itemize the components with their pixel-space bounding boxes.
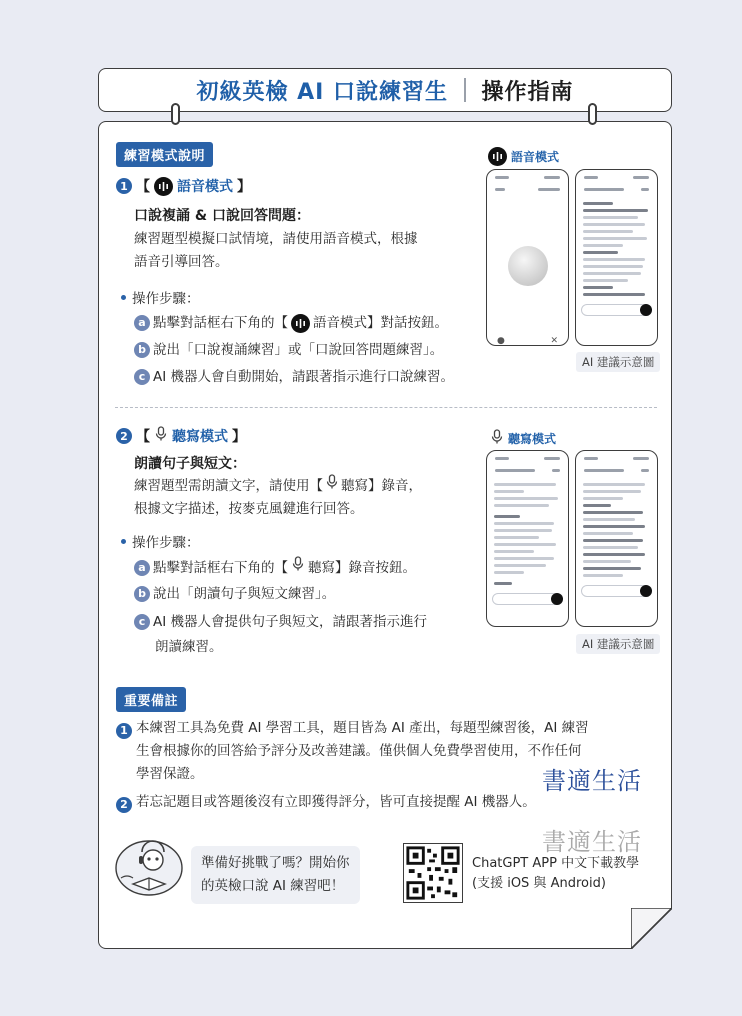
step-text: 說出「口說複誦練習」或「口說回答問題練習」。 bbox=[153, 342, 444, 358]
voice-preview-caption: AI 建議示意圖 bbox=[576, 352, 660, 372]
modes-section-tag: 練習模式說明 bbox=[116, 142, 213, 167]
qr-code-icon bbox=[403, 843, 463, 903]
status-bar bbox=[584, 176, 649, 182]
encouragement-bubble bbox=[191, 846, 360, 904]
dictation-mode-heading bbox=[116, 426, 246, 446]
microphone-icon bbox=[490, 429, 504, 448]
step-letter-badge: c bbox=[134, 369, 150, 385]
step-text: 】對話按鈕。 bbox=[367, 315, 448, 331]
dictation-mode-label: 聽寫模式 bbox=[172, 429, 228, 445]
download-line: ChatGPT APP 中文下載教學 bbox=[472, 856, 640, 871]
voice-mode-icon bbox=[154, 177, 173, 196]
send-icon bbox=[551, 593, 563, 605]
bracket-close: 】 bbox=[232, 429, 246, 445]
bracket-open: 【 bbox=[136, 179, 150, 195]
note-line: 學習保證。 bbox=[136, 766, 204, 782]
description-text: 練習題型需朗讀文字，請使用【 bbox=[134, 477, 323, 494]
voice-subheading: 口說複誦 & 口說回答問題： bbox=[134, 208, 310, 224]
dictation-description bbox=[134, 474, 479, 521]
send-icon bbox=[640, 304, 652, 316]
close-icon: ✕ bbox=[550, 336, 558, 346]
bubble-line: 準備好挑戰了嗎？開始你 bbox=[201, 855, 350, 871]
app-bar bbox=[495, 188, 560, 194]
page-subtitle: 操作指南 bbox=[481, 79, 574, 105]
dictation-phone-mockup-2 bbox=[575, 450, 658, 627]
voice-preview-title-text: 語音模式 bbox=[511, 150, 560, 164]
note-line: 生會根據你的回答給予評分及改善建議。僅供個人免費學習使用，不作任何 bbox=[136, 743, 582, 759]
binder-ring-right bbox=[588, 103, 597, 125]
message-input-mock bbox=[581, 585, 652, 597]
bracket-open: 【 bbox=[136, 429, 150, 445]
number-badge: 1 bbox=[116, 723, 132, 739]
step-text: 點擊對話框右下角的【 bbox=[153, 559, 288, 576]
voice-mode-label: 語音模式 bbox=[177, 179, 233, 195]
microphone-icon bbox=[291, 556, 305, 579]
step-letter-badge: b bbox=[134, 586, 150, 602]
number-badge: 2 bbox=[116, 797, 132, 813]
number-badge: 2 bbox=[116, 428, 132, 444]
mic-icon: ● bbox=[497, 336, 505, 346]
voice-step-c bbox=[134, 366, 454, 388]
voice-description-line: 語音引導回答。 bbox=[134, 254, 229, 270]
download-guide-text bbox=[472, 854, 639, 894]
voice-step-a bbox=[134, 312, 448, 334]
voice-steps-heading-text: 操作步驟： bbox=[132, 291, 200, 307]
robot-mascot-icon bbox=[113, 838, 187, 902]
dictation-step-b bbox=[134, 583, 335, 605]
voice-mode-icon bbox=[488, 147, 507, 166]
voice-description-line: 練習題型模擬口試情境，請使用語音模式，根據 bbox=[134, 231, 418, 247]
dictation-steps-heading bbox=[121, 531, 200, 551]
voice-phone-mockup-1 bbox=[486, 169, 569, 346]
number-badge: 1 bbox=[116, 178, 132, 194]
microphone-icon bbox=[154, 426, 168, 446]
dictation-preview-title bbox=[490, 429, 556, 448]
bubble-line: 的英檢口說 AI 練習吧！ bbox=[201, 878, 345, 894]
note-line bbox=[116, 717, 666, 740]
watermark: 書適生活 bbox=[542, 828, 642, 856]
step-text: AI 機器人會自動開始，請跟著指示進行口說練習。 bbox=[153, 369, 455, 385]
bracket-close: 】 bbox=[237, 179, 251, 195]
message-input-mock bbox=[492, 593, 563, 605]
app-bar bbox=[495, 469, 560, 475]
bullet-dot bbox=[121, 295, 126, 300]
voice-phone-mockup-2 bbox=[575, 169, 658, 346]
title-divider bbox=[464, 78, 466, 102]
step-letter-badge: a bbox=[134, 560, 150, 576]
dictation-description-line: 根據文字描述，按麥克風鍵進行回答。 bbox=[134, 501, 364, 517]
chat-lines bbox=[576, 483, 657, 577]
binder-ring-left bbox=[171, 103, 180, 125]
description-text: 聽寫】錄音， bbox=[341, 477, 422, 494]
microphone-icon bbox=[325, 474, 339, 498]
voice-mode-heading bbox=[116, 176, 251, 196]
page-fold-corner bbox=[631, 908, 672, 949]
dictation-step-c bbox=[134, 611, 427, 633]
notes-section-tag: 重要備註 bbox=[116, 687, 186, 712]
phone-controls bbox=[497, 336, 558, 346]
status-bar bbox=[495, 176, 560, 182]
voice-orb bbox=[508, 246, 548, 286]
dictation-description-line bbox=[134, 474, 479, 498]
voice-step-b bbox=[134, 339, 443, 361]
title-bar bbox=[98, 68, 672, 112]
step-text: 】錄音按鈕。 bbox=[335, 559, 416, 576]
note-text: 若忘記題目或答題後沒有立即獲得評分，皆可直接提醒 AI 機器人。 bbox=[136, 794, 536, 810]
dictation-steps-heading-text: 操作步驟： bbox=[132, 535, 200, 551]
voice-mode-icon bbox=[291, 314, 310, 333]
step-text: 說出「朗讀句子與短文練習」。 bbox=[153, 586, 336, 602]
step-text: AI 機器人會提供句子與短文，請跟著指示進行 bbox=[153, 614, 428, 630]
chat-lines bbox=[576, 202, 657, 296]
section-divider bbox=[115, 407, 657, 408]
message-input-mock bbox=[581, 304, 652, 316]
note-text: 本練習工具為免費 AI 學習工具，題目皆為 AI 產出，每題型練習後，AI 練習 bbox=[136, 720, 589, 736]
app-bar bbox=[584, 469, 649, 475]
dictation-phone-mockup-1 bbox=[486, 450, 569, 627]
dictation-preview-title-text: 聽寫模式 bbox=[508, 432, 557, 446]
step-letter-badge: a bbox=[134, 315, 150, 331]
watermark: 書適生活 bbox=[542, 767, 642, 795]
app-bar bbox=[584, 188, 649, 194]
voice-steps-heading bbox=[121, 287, 200, 307]
send-icon bbox=[640, 585, 652, 597]
step-icon-label: 語音模式 bbox=[313, 315, 367, 331]
status-bar bbox=[495, 457, 560, 463]
status-bar bbox=[584, 457, 649, 463]
dictation-step-a bbox=[134, 556, 416, 579]
voice-preview-title bbox=[488, 147, 559, 166]
step-text: 點擊對話框右下角的【 bbox=[153, 315, 288, 331]
step-letter-badge: b bbox=[134, 342, 150, 358]
dictation-subheading: 朗讀句子與短文： bbox=[134, 456, 246, 472]
page-title: 初級英檢 AI 口說練習生 bbox=[196, 79, 448, 105]
step-letter-badge: c bbox=[134, 614, 150, 630]
dictation-step-c-continued: 朗讀練習。 bbox=[155, 639, 223, 655]
download-line: (支援 iOS 與 Android) bbox=[472, 876, 606, 891]
voice-description bbox=[134, 228, 474, 274]
step-icon-label: 聽寫 bbox=[308, 559, 335, 576]
dictation-preview-caption: AI 建議示意圖 bbox=[576, 634, 660, 654]
chat-lines bbox=[487, 483, 568, 585]
bullet-dot bbox=[121, 539, 126, 544]
